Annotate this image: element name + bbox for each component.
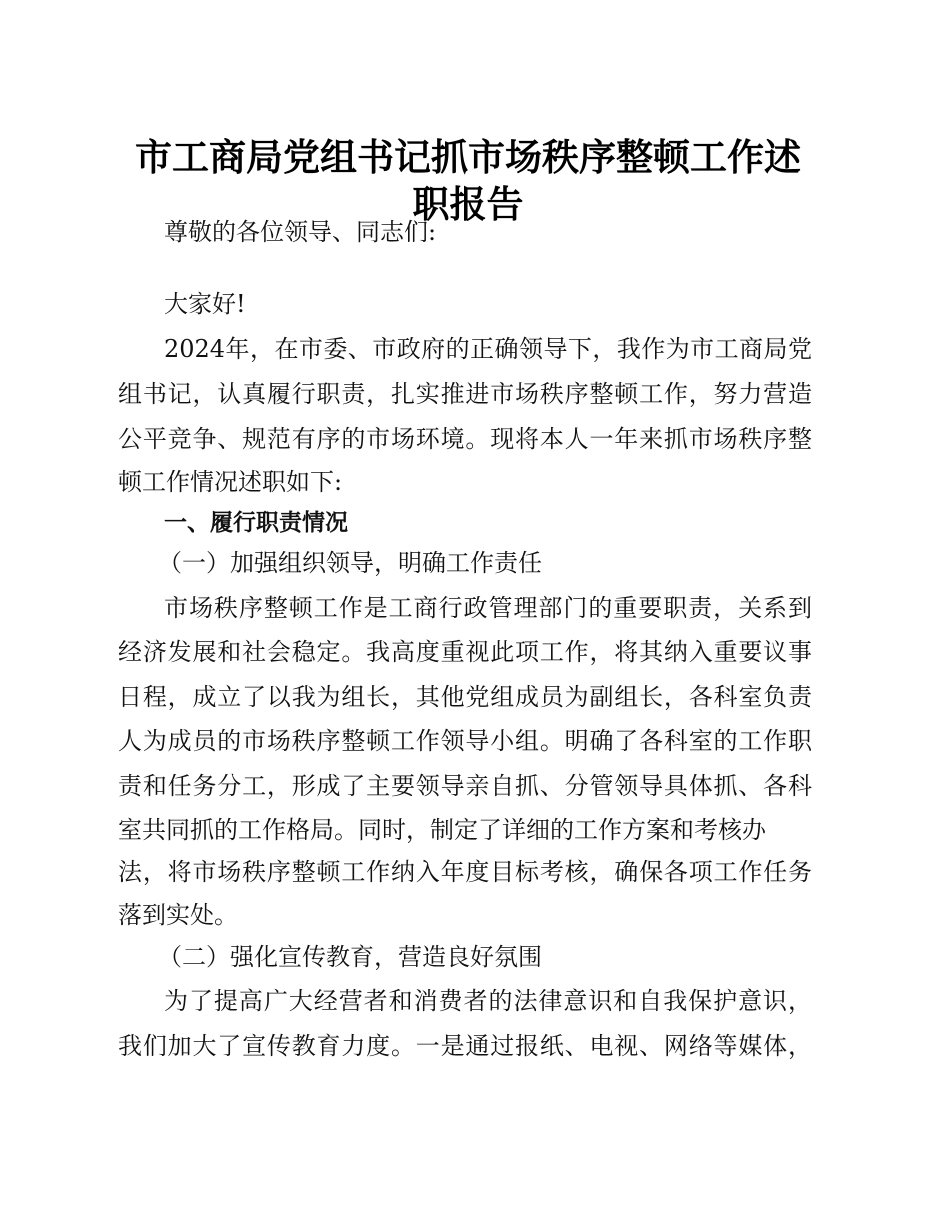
paragraph-line: 市场秩序整顿工作是工商行政管理部门的重要职责，关系到 — [164, 594, 812, 622]
paragraph-line: 经济发展和社会稳定。我高度重视此项工作，将其纳入重要议事 — [118, 638, 812, 666]
document-title: 市工商局党组书记抓市场秩序整顿工作述职报告 — [135, 135, 801, 226]
paragraph-line: 日程，成立了以我为组长，其他党组成员为副组长，各科室负责 — [118, 683, 812, 711]
greeting: 大家好! — [164, 290, 246, 318]
paragraph-line: 责和任务分工，形成了主要领导亲自抓、分管领导具体抓、各科 — [118, 772, 812, 800]
paragraph-line: 法，将市场秩序整顿工作纳入年度目标考核，确保各项工作任务 — [118, 858, 812, 886]
paragraph-line: 我们加大了宣传教育力度。一是通过报纸、电视、网络等媒体， — [118, 1032, 812, 1060]
section-heading: 一、履行职责情况 — [164, 510, 348, 536]
paragraph-line: 2024年，在市委、市政府的正确领导下，我作为市工商局党 — [164, 335, 812, 363]
paragraph-line: 公平竞争、规范有序的市场环境。现将本人一年来抓市场秩序整 — [118, 425, 812, 453]
subsection-heading: （二）强化宣传教育，营造良好氛围 — [158, 943, 542, 971]
paragraph-line: 落到实处。 — [118, 901, 238, 929]
paragraph-line: 组书记，认真履行职责，扎实推进市场秩序整顿工作，努力营造 — [118, 380, 812, 408]
paragraph-line: 人为成员的市场秩序整顿工作领导小组。明确了各科室的工作职 — [118, 727, 812, 755]
paragraph-line: 室共同抓的工作格局。同时，制定了详细的工作方案和考核办 — [118, 816, 766, 844]
salutation: 尊敬的各位领导、同志们: — [164, 218, 437, 246]
paragraph-line: 顿工作情况述职如下: — [118, 468, 343, 496]
paragraph-line: 为了提高广大经营者和消费者的法律意识和自我保护意识， — [164, 987, 812, 1015]
subsection-heading: （一）加强组织领导，明确工作责任 — [158, 549, 542, 577]
